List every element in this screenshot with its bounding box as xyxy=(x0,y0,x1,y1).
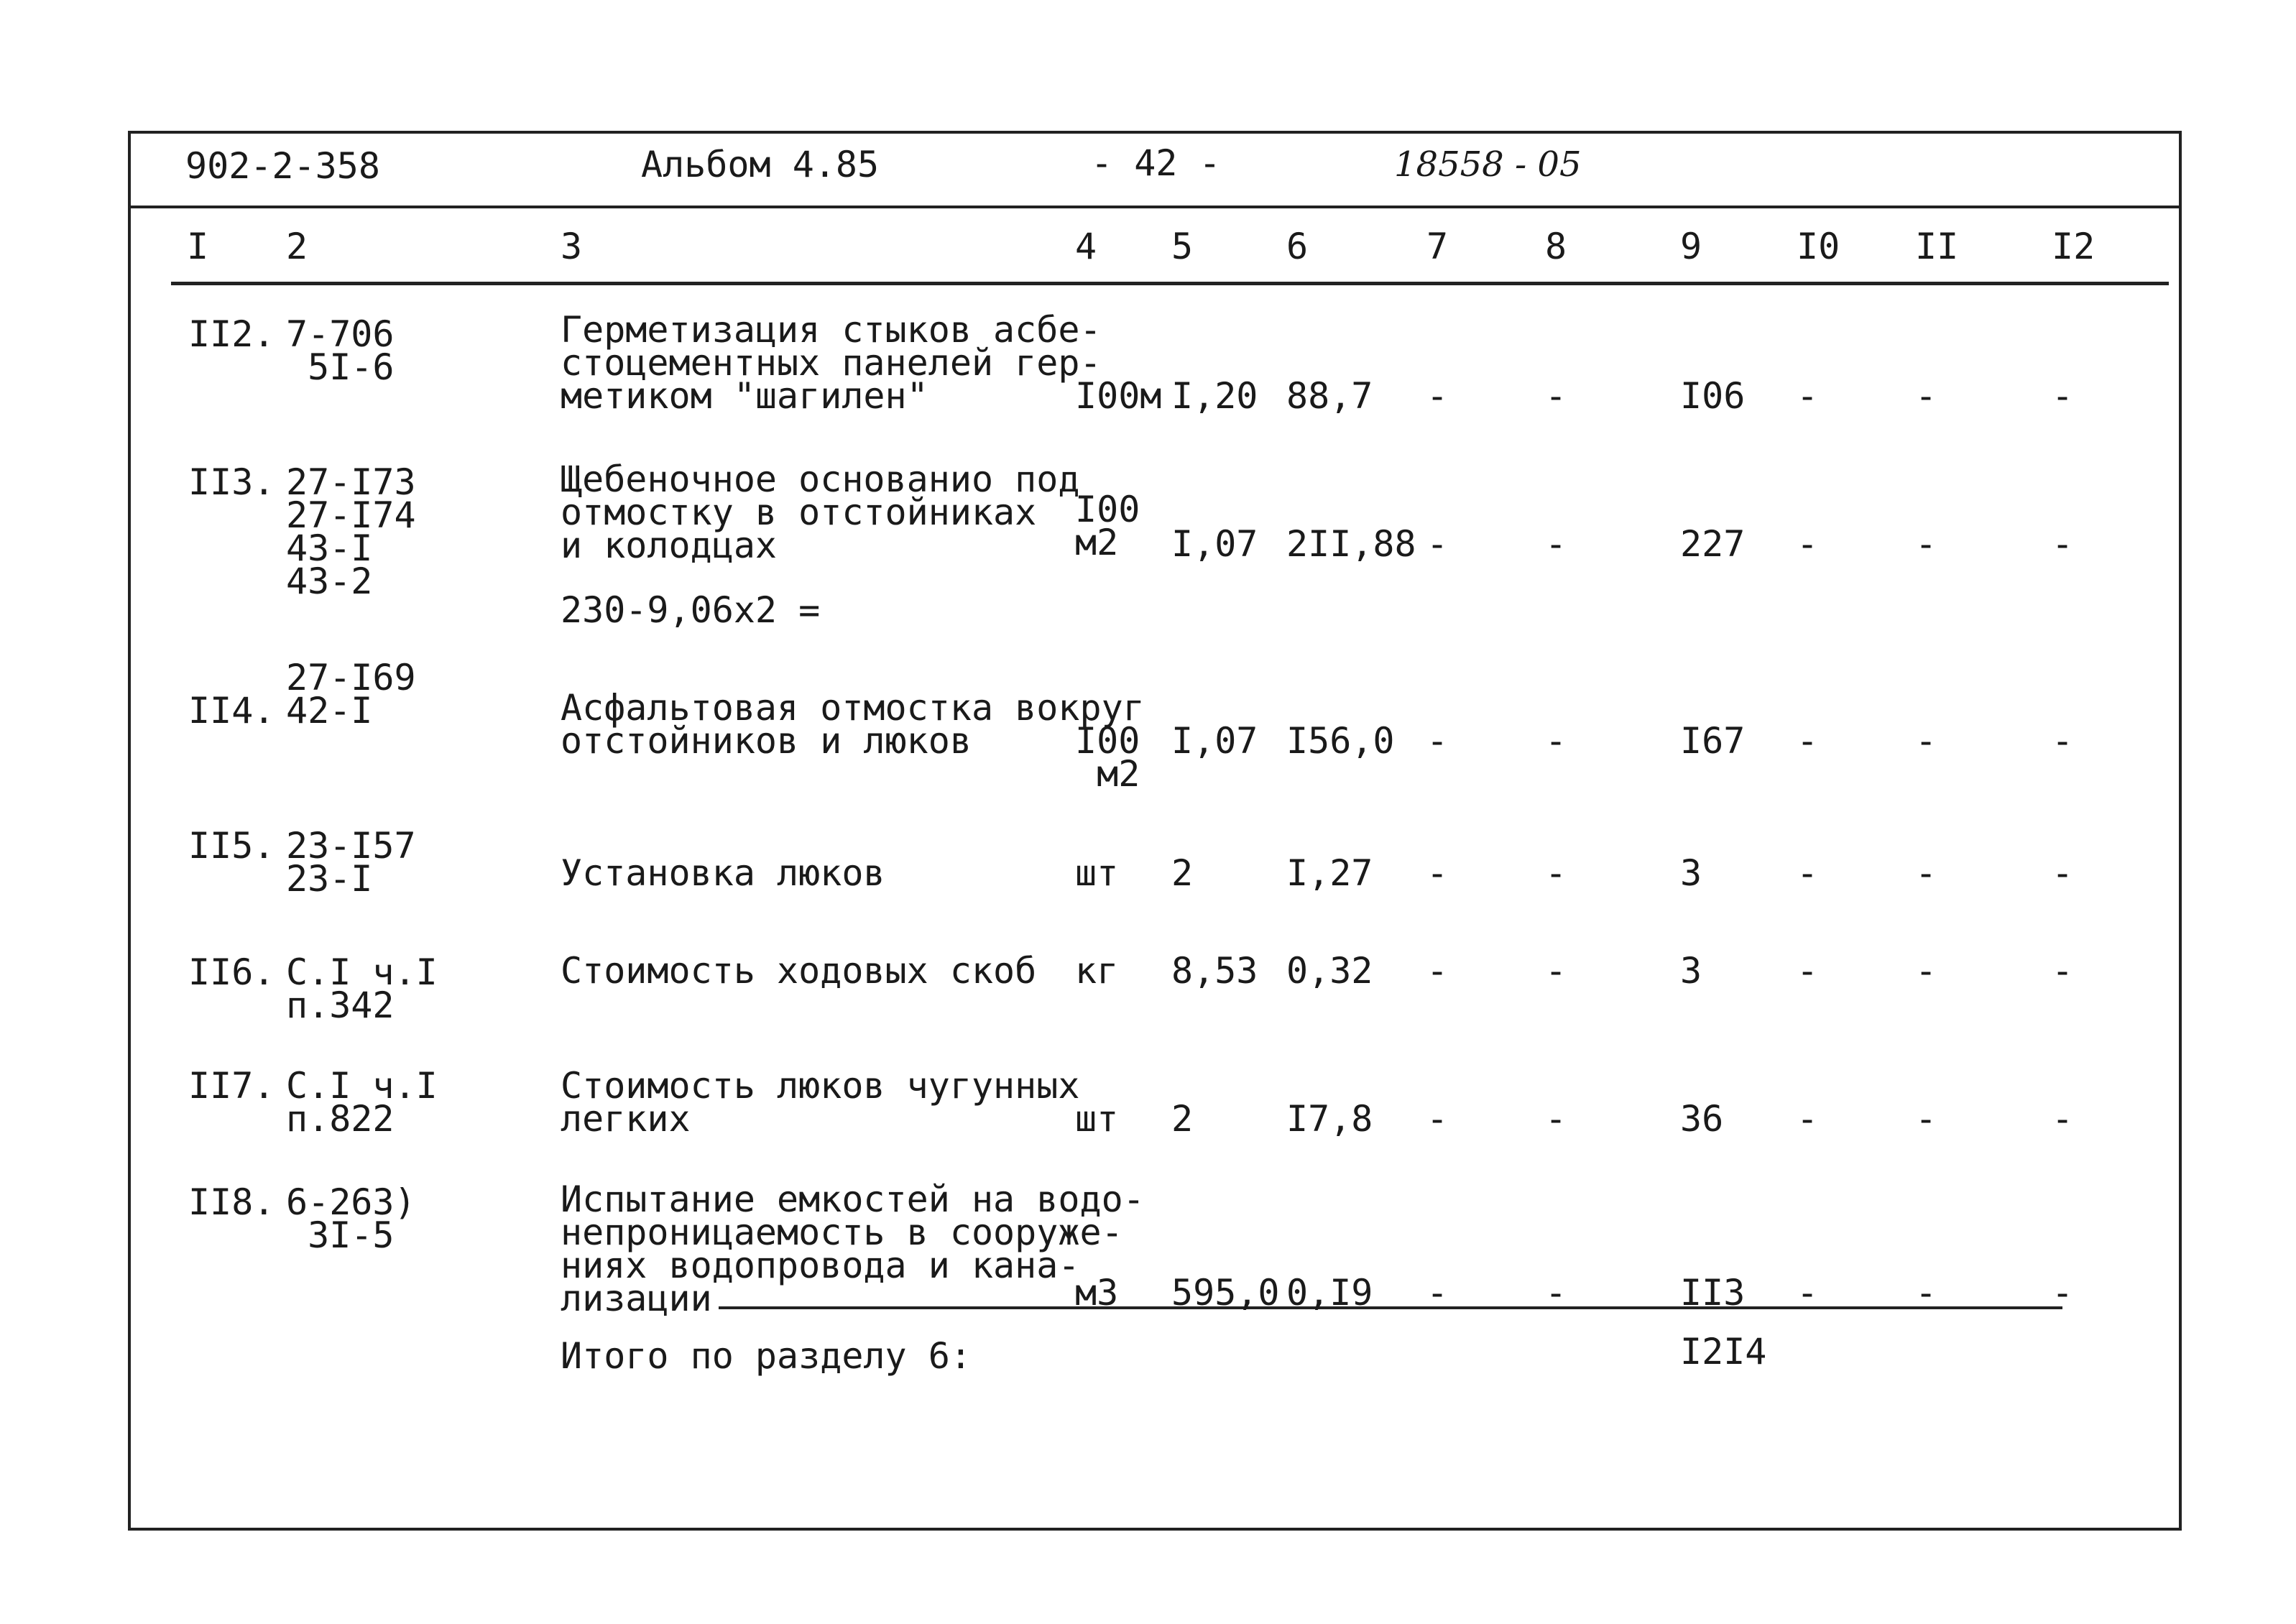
row-reference: 7-706 5I-6 xyxy=(286,313,395,388)
column-header: 3 xyxy=(561,226,583,267)
row-col7: - xyxy=(1426,523,1449,565)
row-col10: - xyxy=(1797,852,1819,894)
row-unit-price: I,27 xyxy=(1286,852,1373,894)
column-header: I2 xyxy=(2052,226,2096,267)
row-col10: - xyxy=(1797,523,1819,565)
row-unit: м3 xyxy=(1075,1272,1119,1314)
column-header: 2 xyxy=(286,226,308,267)
row-reference: 27-I73 27-I74 43-I 43-2 xyxy=(286,461,416,602)
section-total-value: I2I4 xyxy=(1680,1331,1767,1372)
section-total-label: Итого по разделу 6: xyxy=(561,1335,972,1377)
row-col8: - xyxy=(1545,950,1567,992)
row-unit: I00м xyxy=(1075,375,1162,417)
row-number: II4. xyxy=(188,690,275,732)
row-reference: 27-I69 42-I xyxy=(286,657,416,732)
row-col11: - xyxy=(1915,720,1937,762)
row-description: Стоимость люков чугунных легких xyxy=(561,1065,1080,1140)
row-total: II3 xyxy=(1680,1272,1746,1314)
row-quantity: 2 xyxy=(1171,1098,1194,1140)
row-number: II3. xyxy=(188,461,275,503)
column-header: 8 xyxy=(1545,226,1567,267)
row-number: II6. xyxy=(188,951,275,993)
row-number: II8. xyxy=(188,1181,275,1223)
row-col12: - xyxy=(2052,375,2074,417)
row-total: I06 xyxy=(1680,375,1746,417)
row-unit-price: I7,8 xyxy=(1286,1098,1373,1140)
row-quantity: 8,53 xyxy=(1171,950,1258,992)
row-unit-price: 0,I9 xyxy=(1286,1272,1373,1314)
row-col11: - xyxy=(1915,852,1937,894)
row-col8: - xyxy=(1545,852,1567,894)
row-description: Герметизация стыков асбе- стоцементных панелей гер- метиком "шагилен" xyxy=(561,309,1102,417)
row-description: Установка люков xyxy=(561,852,885,894)
row-unit-price: I56,0 xyxy=(1286,720,1395,762)
row-total: I67 xyxy=(1680,720,1746,762)
row-col12: - xyxy=(2052,852,2074,894)
row-col10: - xyxy=(1797,720,1819,762)
row-unit: шт xyxy=(1075,1098,1119,1140)
row-unit: шт xyxy=(1075,852,1119,894)
row-col7: - xyxy=(1426,1098,1449,1140)
row-reference: 6-263) 3I-5 xyxy=(286,1181,416,1256)
row-unit: I00 м2 xyxy=(1075,720,1140,795)
row-col12: - xyxy=(2052,523,2074,565)
column-header: 4 xyxy=(1075,226,1097,267)
row-unit: кг xyxy=(1075,950,1119,992)
row-col10: - xyxy=(1797,1272,1819,1314)
row-number: II2. xyxy=(188,313,275,355)
row-total: 36 xyxy=(1680,1098,1724,1140)
column-header: II xyxy=(1915,226,1959,267)
row-col8: - xyxy=(1545,1272,1567,1314)
row-col7: - xyxy=(1426,852,1449,894)
row-quantity: I,07 xyxy=(1171,720,1258,762)
row-quantity: I,07 xyxy=(1171,523,1258,565)
row-col7: - xyxy=(1426,1272,1449,1314)
row-description: Испытание емкостей на водо- непроницаемость в сооруже- ниях водопровода и кана- лизации xyxy=(561,1178,1145,1319)
row-col8: - xyxy=(1545,720,1567,762)
column-header: 6 xyxy=(1286,226,1309,267)
row-description: Асфальтовая отмостка вокруг отстойников и люков xyxy=(561,687,1145,762)
row-number: II5. xyxy=(188,825,275,867)
row-reference: 23-I57 23-I xyxy=(286,825,416,900)
page-frame xyxy=(128,131,2182,1531)
header-divider xyxy=(128,206,2179,208)
column-header: 7 xyxy=(1426,226,1449,267)
row-col7: - xyxy=(1426,950,1449,992)
row-total: 227 xyxy=(1680,523,1746,565)
row-total: 3 xyxy=(1680,950,1702,992)
row-reference: С.I ч.I п.342 xyxy=(286,951,438,1026)
row-unit-price: 88,7 xyxy=(1286,375,1373,417)
row-col12: - xyxy=(2052,720,2074,762)
row-description: Стоимость ходовых скоб xyxy=(561,950,1037,992)
column-header: 9 xyxy=(1680,226,1702,267)
column-header: I0 xyxy=(1797,226,1840,267)
row-col10: - xyxy=(1797,375,1819,417)
row-quantity: 595,0 xyxy=(1171,1272,1280,1314)
handwritten-stamp: 18558 - 05 xyxy=(1394,144,1582,185)
row-total: 3 xyxy=(1680,852,1702,894)
row-col11: - xyxy=(1915,1272,1937,1314)
row-col11: - xyxy=(1915,375,1937,417)
row-col11: - xyxy=(1915,1098,1937,1140)
album-label: Альбом 4.85 xyxy=(641,144,880,185)
row-col8: - xyxy=(1545,523,1567,565)
row-quantity: 2 xyxy=(1171,852,1194,894)
row-description: Щебеночное основанио под отмостку в отстойниках и колодцах xyxy=(561,458,1080,566)
document-code: 902-2-358 xyxy=(185,145,380,187)
row-col11: - xyxy=(1915,950,1937,992)
row-number: II7. xyxy=(188,1065,275,1107)
row-col7: - xyxy=(1426,720,1449,762)
row-unit-price: 0,32 xyxy=(1286,950,1373,992)
column-header: I xyxy=(187,226,209,267)
row-note: 230-9,06x2 = xyxy=(561,589,821,631)
row-quantity: I,20 xyxy=(1171,375,1258,417)
row-col12: - xyxy=(2052,950,2074,992)
row-unit: I00 м2 xyxy=(1075,489,1140,563)
row-col10: - xyxy=(1797,1098,1819,1140)
row-col12: - xyxy=(2052,1272,2074,1314)
row-col11: - xyxy=(1915,523,1937,565)
column-header-divider xyxy=(171,282,2169,285)
row-col10: - xyxy=(1797,950,1819,992)
row-col12: - xyxy=(2052,1098,2074,1140)
column-header: 5 xyxy=(1171,226,1194,267)
row-unit-price: 2II,88 xyxy=(1286,523,1416,565)
row-col8: - xyxy=(1545,1098,1567,1140)
row-col8: - xyxy=(1545,375,1567,417)
row-col7: - xyxy=(1426,375,1449,417)
row-reference: С.I ч.I п.822 xyxy=(286,1065,438,1140)
page-number: - 42 - xyxy=(1091,142,1221,184)
